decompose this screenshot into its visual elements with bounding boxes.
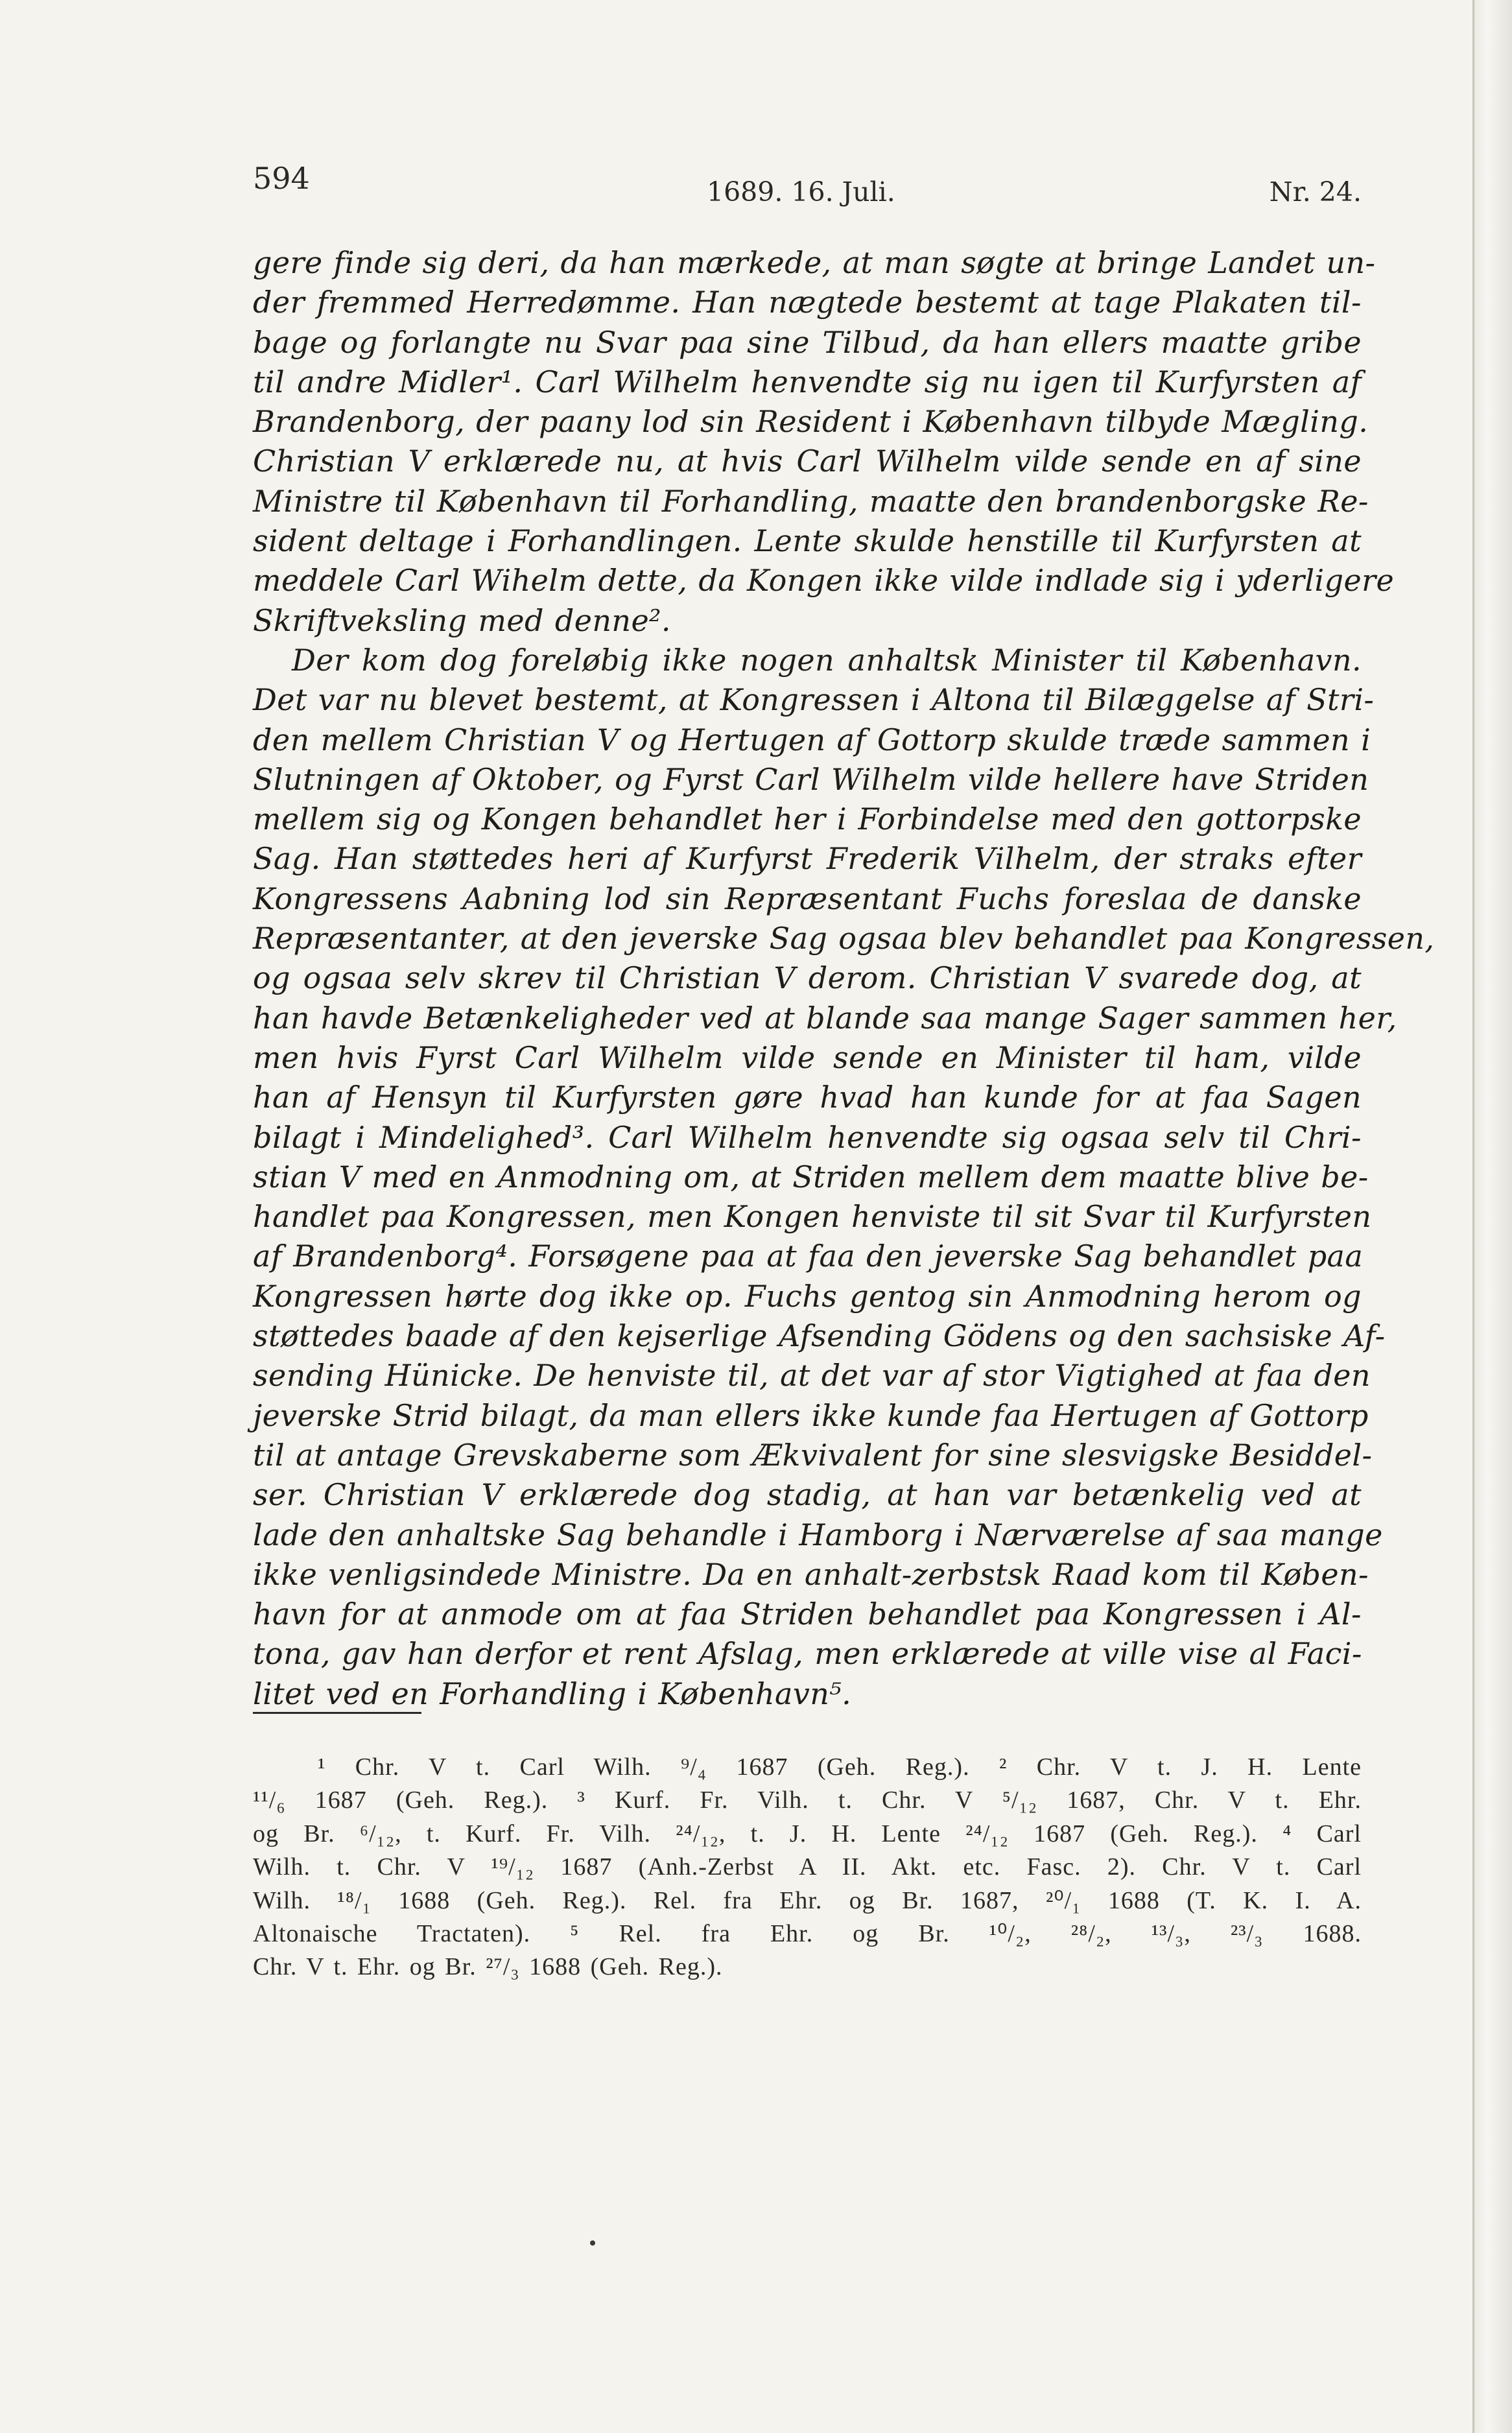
text-line: jeverske Strid bilagt, da man ellers ikke kunde faa Hertugen af Gottorp (253, 1397, 1369, 1433)
text-line: der fremmed Herredømme. Han nægtede bestemt at tage Plakaten til- (253, 285, 1362, 320)
footnote-line: Chr. V t. Ehr. og Br. ²⁷/₃ 1688 (Geh. Reg.). (253, 1953, 723, 1981)
body-text (253, 243, 1435, 1714)
footnote-divider (253, 1712, 421, 1714)
page-number: 594 (253, 161, 310, 196)
text-line: meddele Carl Wihelm dette, da Kongen ikke vilde indlade sig i yderligere (253, 563, 1395, 599)
text-line: Sag. Han støttedes heri af Kurfyrst Frederik Vilhelm, der straks efter (253, 841, 1362, 877)
text-line: bage og forlangte nu Svar paa sine Tilbud, da han ellers maatte gribe (253, 324, 1362, 360)
footnote-line: ¹ Chr. V t. Carl Wilh. ⁹/₄ 1687 (Geh. Reg.). ² Chr. V t. J. H. Lente (318, 1753, 1362, 1781)
text-line: sending Hünicke. De henviste til, at det var af stor Vigtighed at faa den (253, 1358, 1371, 1394)
text-line: havn for at anmode om at faa Striden behandlet paa Kongressen i Al- (253, 1596, 1362, 1632)
text-line: Brandenborg, der paany lod sin Resident i København tilbyde Mægling. (253, 404, 1369, 440)
text-line: ikke venligsindede Ministre. Da en anhalt-zerbstsk Raad kom til Køben- (253, 1556, 1369, 1592)
text-line: Kongressen hørte dog ikke op. Fuchs gentog sin Anmodning herom og (253, 1278, 1362, 1314)
page-header (253, 161, 1362, 213)
text-line: stian V med en Anmodning om, at Striden mellem dem maatte blive be- (253, 1159, 1369, 1194)
text-line: den mellem Christian V og Hertugen af Gottorp skulde træde sammen i (253, 722, 1371, 757)
text-line: Skriftveksling med denne². (253, 602, 671, 638)
text-line: Christian V erklærede nu, at hvis Carl Wilhelm vilde sende en af sine (253, 444, 1362, 479)
text-line: af Brandenborg⁴. Forsøgene paa at faa den jeverske Sag behandlet paa (253, 1239, 1364, 1274)
text-line: til andre Midler¹. Carl Wilhelm henvendte sig nu igen til Kurfyrsten af (253, 364, 1362, 399)
text-line: Ministre til København til Forhandling, maatte den brandenborgske Re- (253, 483, 1369, 519)
text-line: sident deltage i Forhandlingen. Lente skulde henstille til Kurfyrsten at (253, 523, 1362, 559)
footnote-line: og Br. ⁶/₁₂, t. Kurf. Fr. Vilh. ²⁴/₁₂, t. J. H. Lente ²⁴/₁₂ 1687 (Geh. Reg.). ⁴ Carl (253, 1820, 1362, 1847)
text-line: Repræsentanter, at den jeverske Sag ogsaa blev behandlet paa Kongressen, (253, 921, 1435, 956)
text-line: han af Hensyn til Kurfyrsten gøre hvad han kunde for at faa Sagen (253, 1080, 1362, 1115)
footnote-line: Altonaische Tractaten). ⁵ Rel. fra Ehr. og Br. ¹⁰/₂, ²⁸/₂, ¹³/₃, ²³/₃ 1688. (253, 1920, 1362, 1948)
text-line: og ogsaa selv skrev til Christian V derom. Christian V svarede dog, at (253, 960, 1362, 996)
text-line: ser. Christian V erklærede dog stadig, at han var betænkelig ved at (253, 1477, 1362, 1513)
text-line: han havde Betænkeligheder ved at blande saa mange Sager sammen her, (253, 1000, 1397, 1036)
text-line: Det var nu blevet bestemt, at Kongressen i Altona til Bilæggelse af Stri- (253, 682, 1375, 718)
footnotes (253, 1751, 1362, 1984)
text-line: tona, gav han derfor et rent Afslag, men erklærede at ville vise al Faci- (253, 1636, 1362, 1672)
text-line: litet ved en Forhandling i København⁵. (253, 1676, 852, 1711)
text-line: mellem sig og Kongen behandlet her i Forbindelse med den gottorpske (253, 801, 1362, 837)
text-line: bilagt i Mindelighed³. Carl Wilhelm henvendte sig ogsaa selv til Chri- (253, 1119, 1362, 1155)
footnote-line: ¹¹/₆ 1687 (Geh. Reg.). ³ Kurf. Fr. Vilh. t. Chr. V ⁵/₁₂ 1687, Chr. V t. Ehr. (253, 1786, 1362, 1814)
text-line: gere finde sig deri, da han mærkede, at man søgte at bringe Landet un- (253, 245, 1376, 280)
running-title: 1689. 16. Juli. (707, 176, 895, 208)
page-right-edge (1472, 0, 1512, 2433)
text-line: Der kom dog foreløbig ikke nogen anhaltsk Minister til København. (292, 642, 1362, 678)
text-line: men hvis Fyrst Carl Wilhelm vilde sende en Minister til ham, vilde (253, 1039, 1362, 1075)
footnote-line: Wilh. ¹⁸/₁ 1688 (Geh. Reg.). Rel. fra Ehr. og Br. 1687, ²⁰/₁ 1688 (T. K. I. A. (253, 1886, 1362, 1914)
text-line: til at antage Grevskaberne som Ækvivalent for sine slesvigske Besiddel- (253, 1437, 1373, 1473)
document-number: Nr. 24. (1269, 176, 1362, 208)
text-line: Slutningen af Oktober, og Fyrst Carl Wilhelm vilde hellere have Striden (253, 761, 1369, 797)
text-line: lade den anhaltske Sag behandle i Hamborg i Nærværelse af saa mange (253, 1517, 1383, 1552)
text-line: handlet paa Kongressen, men Kongen henviste til sit Svar til Kurfyrsten (253, 1199, 1372, 1235)
text-line: Kongressens Aabning lod sin Repræsentant Fuchs foreslaa de danske (253, 881, 1362, 916)
text-line: støttedes baade af den kejserlige Afsending Gödens og den sachsiske Af- (253, 1318, 1386, 1354)
footnote-line: Wilh. t. Chr. V ¹⁹/₁₂ 1687 (Anh.-Zerbst A II. Akt. etc. Fasc. 2). Chr. V t. Carl (253, 1853, 1362, 1881)
ink-speck (590, 2240, 595, 2246)
